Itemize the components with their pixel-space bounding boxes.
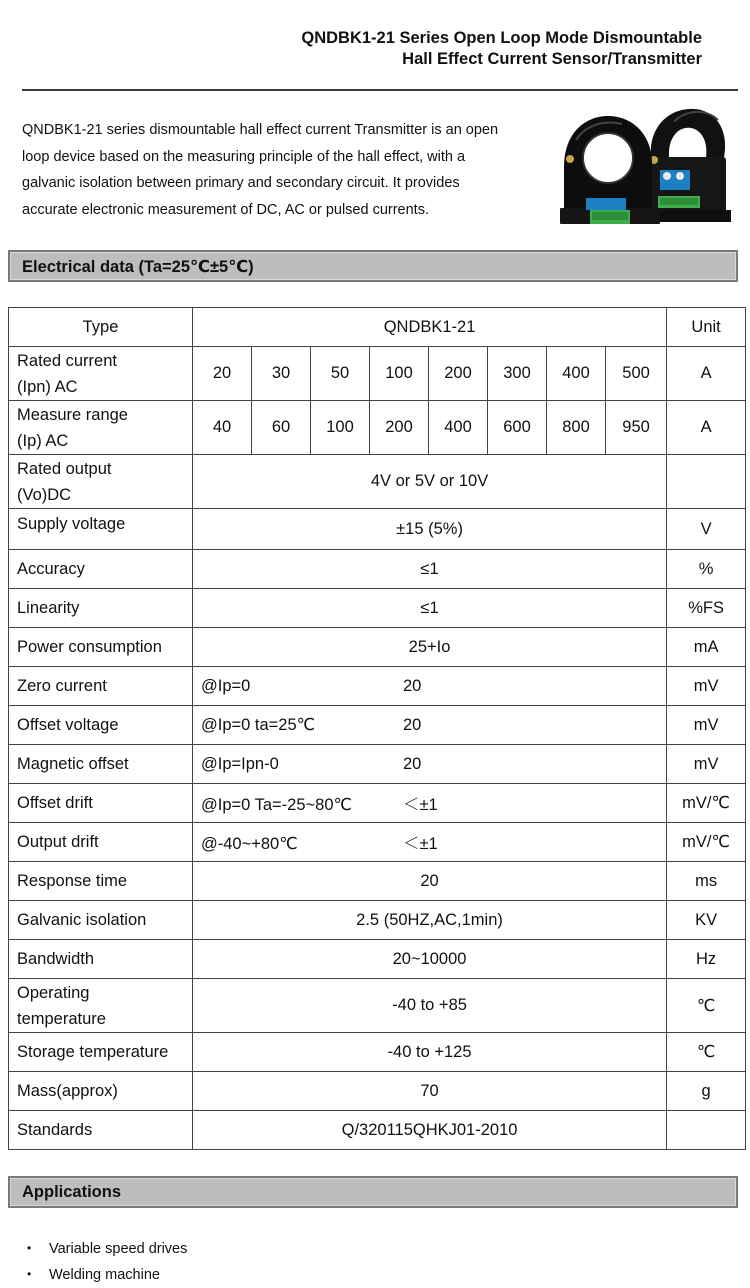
row-label: Mass(approx) <box>9 1072 193 1111</box>
value-cell: 20 <box>193 862 667 901</box>
table-row <box>9 706 746 745</box>
unit-cell: mV <box>667 667 746 706</box>
title-line-1: QNDBK1-21 Series Open Loop Mode Dismountable <box>301 29 702 47</box>
sensor-back <box>642 109 731 222</box>
unit-cell: Hz <box>667 940 746 979</box>
unit-cell: A <box>667 347 746 401</box>
unit-cell: A <box>667 401 746 455</box>
section-applications-title: Applications <box>22 1183 122 1201</box>
condition-text: @Ip=0 ta=25℃ <box>201 716 316 734</box>
bullet-icon: • <box>27 1267 32 1281</box>
value-cell <box>193 706 667 745</box>
table-row <box>9 784 746 823</box>
table-row <box>9 1072 746 1111</box>
unit-cell: ms <box>667 862 746 901</box>
unit-cell: mV/℃ <box>667 784 746 823</box>
row-label: Storage temperature <box>9 1033 193 1072</box>
header-unit: Unit <box>667 308 746 347</box>
row-label: Supply voltage <box>9 509 193 550</box>
value-cell: 30 <box>252 347 311 401</box>
table-row <box>9 823 746 862</box>
row-label: Magnetic offset <box>9 745 193 784</box>
value-cell: 300 <box>488 347 547 401</box>
value-cell: 70 <box>193 1072 667 1111</box>
row-label: Rated current (Ipn) AC <box>9 347 193 401</box>
table-row <box>9 509 746 550</box>
header-divider <box>22 89 738 91</box>
value-cell: 2.5 (50HZ,AC,1min) <box>193 901 667 940</box>
unit-cell: ℃ <box>667 979 746 1033</box>
value-text: ＜±1 <box>403 835 438 853</box>
value-cell: 200 <box>370 401 429 455</box>
intro-line: loop device based on the measuring principle of the hall effect, with a <box>22 148 466 165</box>
row-label: Measure range (Ip) AC <box>9 401 193 455</box>
row-label: Power consumption <box>9 628 193 667</box>
sensor-front <box>560 116 660 224</box>
value-cell: 100 <box>311 401 370 455</box>
value-cell: 500 <box>606 347 667 401</box>
value-cell <box>193 823 667 862</box>
value-cell: 600 <box>488 401 547 455</box>
unit-cell: g <box>667 1072 746 1111</box>
value-text: 20 <box>403 754 422 773</box>
row-label: Rated output (Vo)DC <box>9 455 193 509</box>
unit-cell: mV <box>667 706 746 745</box>
unit-cell: % <box>667 550 746 589</box>
table-row <box>9 901 746 940</box>
row-label: Operating temperature <box>9 979 193 1033</box>
condition-text: @Ip=0 Ta=-25~80℃ <box>201 796 353 814</box>
table-header-row <box>9 308 746 347</box>
row-label: Offset drift <box>9 784 193 823</box>
table-row <box>9 1111 746 1150</box>
value-cell: 4V or 5V or 10V <box>193 455 667 509</box>
unit-cell: %FS <box>667 589 746 628</box>
table-row <box>9 979 746 1033</box>
table-row <box>9 455 746 509</box>
value-cell: 20~10000 <box>193 940 667 979</box>
unit-cell: ℃ <box>667 1033 746 1072</box>
table-row <box>9 401 746 455</box>
value-cell: 800 <box>547 401 606 455</box>
value-text: ＜±1 <box>403 796 438 814</box>
value-cell: 100 <box>370 347 429 401</box>
applications-list <box>22 1236 187 1288</box>
value-cell: ≤1 <box>193 589 667 628</box>
value-cell: 25+Io <box>193 628 667 667</box>
table-row <box>9 628 746 667</box>
value-cell: 200 <box>429 347 488 401</box>
section-electrical-data <box>8 250 738 282</box>
row-label: Accuracy <box>9 550 193 589</box>
product-image <box>556 102 731 232</box>
value-cell: 20 <box>193 347 252 401</box>
value-cell <box>193 745 667 784</box>
table-row <box>9 940 746 979</box>
table-row <box>9 862 746 901</box>
section-electrical-title: Electrical data (Ta=25℃±5℃) <box>22 258 254 276</box>
value-cell: 60 <box>252 401 311 455</box>
value-text: 20 <box>403 676 422 695</box>
bullet-icon: • <box>27 1241 32 1255</box>
value-cell: ≤1 <box>193 550 667 589</box>
intro-line: galvanic isolation between primary and secondary circuit. It provides <box>22 175 460 191</box>
table-row <box>9 1033 746 1072</box>
list-item: • Variable speed drives <box>22 1236 187 1262</box>
table-row <box>9 589 746 628</box>
row-label: Standards <box>9 1111 193 1150</box>
intro-line: accurate electronic measurement of DC, AC or pulsed currents. <box>22 201 429 218</box>
row-label: Linearity <box>9 589 193 628</box>
title-line-2: Hall Effect Current Sensor/Transmitter <box>402 50 702 68</box>
section-applications <box>8 1176 738 1208</box>
value-cell: ±15 (5%) <box>193 509 667 550</box>
value-cell <box>193 667 667 706</box>
intro-paragraph <box>22 117 542 223</box>
condition-text: @Ip=0 <box>201 676 251 695</box>
list-item: • Welding machine <box>22 1262 187 1288</box>
unit-cell: V <box>667 509 746 550</box>
condition-text: @Ip=Ipn-0 <box>201 754 279 773</box>
row-label: Galvanic isolation <box>9 901 193 940</box>
value-text: 20 <box>403 716 422 734</box>
intro-line: QNDBK1-21 series dismountable hall effect current Transmitter is an open <box>22 122 499 138</box>
table-row <box>9 550 746 589</box>
value-cell <box>193 784 667 823</box>
header-model: QNDBK1-21 <box>193 308 667 347</box>
value-cell: -40 to +125 <box>193 1033 667 1072</box>
value-cell: 950 <box>606 401 667 455</box>
row-label: Output drift <box>9 823 193 862</box>
unit-cell <box>667 455 746 509</box>
table-row <box>9 347 746 401</box>
value-cell: Q/320115QHKJ01-2010 <box>193 1111 667 1150</box>
table-row <box>9 667 746 706</box>
unit-cell: mV/℃ <box>667 823 746 862</box>
unit-cell <box>667 1111 746 1150</box>
unit-cell: mA <box>667 628 746 667</box>
value-cell: 40 <box>193 401 252 455</box>
spec-table <box>8 307 746 1150</box>
table-row <box>9 745 746 784</box>
row-label: Response time <box>9 862 193 901</box>
page-title <box>301 28 702 70</box>
condition-text: @-40~+80℃ <box>201 835 298 853</box>
row-label: Bandwidth <box>9 940 193 979</box>
header-type: Type <box>9 308 193 347</box>
unit-cell: mV <box>667 745 746 784</box>
value-cell: 50 <box>311 347 370 401</box>
row-label: Zero current <box>9 667 193 706</box>
value-cell: 400 <box>429 401 488 455</box>
value-cell: -40 to +85 <box>193 979 667 1033</box>
row-label: Offset voltage <box>9 706 193 745</box>
value-cell: 400 <box>547 347 606 401</box>
unit-cell: KV <box>667 901 746 940</box>
